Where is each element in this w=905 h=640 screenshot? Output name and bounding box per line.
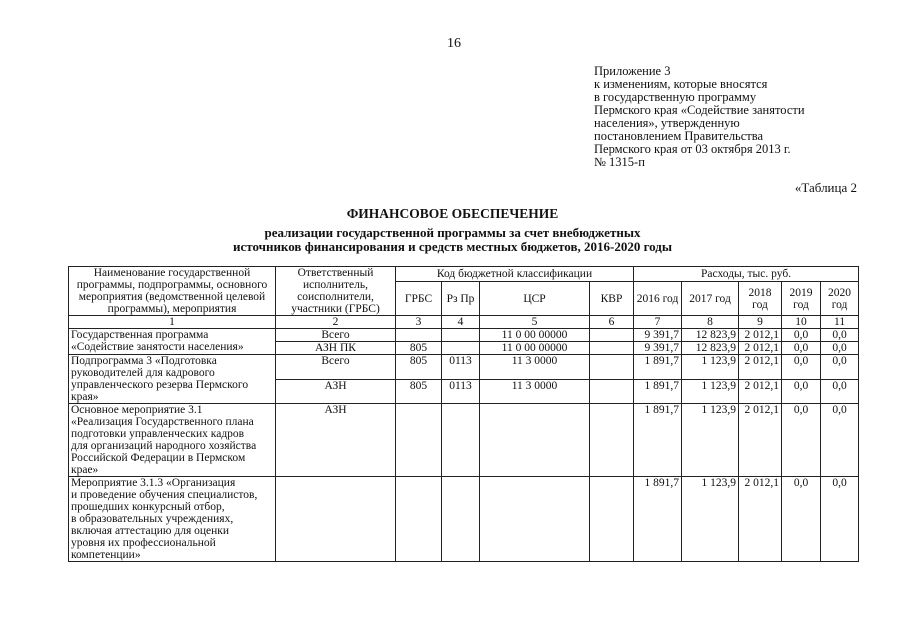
subtitle-line: источников финансирования и средств местных бюджетов, 2016-2020 годы <box>232 239 673 254</box>
kvr-cell <box>590 355 634 380</box>
program-name-line: и проведение обучения специалистов, <box>71 489 258 501</box>
appendix-line: Приложение 3 <box>594 64 671 78</box>
program-name-cell <box>69 404 276 477</box>
program-name-line: Российской Федерации в Пермском <box>71 452 246 464</box>
kvr-cell <box>590 379 634 404</box>
program-name-line: Государственная программа <box>71 329 209 341</box>
column-number: 1 <box>69 316 276 329</box>
csr-cell: 11 0 00 00000 <box>480 329 590 342</box>
value-2019-cell: 0,0 <box>782 329 821 342</box>
appendix-line: Пермского края «Содействие занятости <box>594 103 805 117</box>
grbs-cell: 805 <box>396 379 442 404</box>
executor-cell: Всего <box>276 329 396 342</box>
program-name-line: «Содействие занятости населения» <box>71 341 244 353</box>
header-expenses: Расходы, тыс. руб. <box>634 267 859 282</box>
value-2016-cell: 9 391,7 <box>634 329 682 342</box>
executor-cell: АЗН <box>276 404 396 477</box>
executor-cell: Всего <box>276 355 396 380</box>
value-2016-cell: 1 891,7 <box>634 404 682 477</box>
program-name-line: Основное мероприятие 3.1 <box>71 404 203 416</box>
kvr-cell <box>590 329 634 342</box>
header-2016: 2016 год <box>634 282 682 316</box>
document-subtitle <box>0 226 905 254</box>
value-2018-cell: 2 012,1 <box>739 329 782 342</box>
value-2017-cell: 12 823,9 <box>682 342 739 355</box>
subtitle-line: реализации государственной программы за счет внебюджетных <box>264 225 641 240</box>
financing-table <box>68 266 859 562</box>
program-name-line: включая аттестацию для оценки <box>71 525 230 537</box>
csr-cell: 11 3 0000 <box>480 379 590 404</box>
rzpr-cell <box>442 329 480 342</box>
table-row <box>69 329 859 342</box>
program-name-line: прошедших конкурсный отбор, <box>71 501 225 513</box>
kvr-cell <box>590 342 634 355</box>
value-2020-cell: 0,0 <box>821 355 859 380</box>
table-row <box>69 477 859 562</box>
csr-cell: 11 0 00 00000 <box>480 342 590 355</box>
header-executor: Ответственный исполнитель, соисполнители, участники (ГРБС) <box>276 267 396 316</box>
appendix-line: в государственную программу <box>594 90 757 104</box>
header-name: Наименование государственной программы, подпрограммы, основного мероприятия (ведомственной целевой программы), мероприятия <box>69 267 276 316</box>
value-2018-cell: 2 012,1 <box>739 477 782 562</box>
appendix-line: населения», утвержденную <box>594 116 740 130</box>
column-number: 8 <box>682 316 739 329</box>
value-2018-cell: 2 012,1 <box>739 342 782 355</box>
value-2019-cell: 0,0 <box>782 477 821 562</box>
grbs-cell <box>396 404 442 477</box>
value-2018-cell: 2 012,1 <box>739 404 782 477</box>
value-2017-cell: 12 823,9 <box>682 329 739 342</box>
page-number: 16 <box>447 36 461 51</box>
appendix-note <box>594 65 805 169</box>
table-row <box>69 404 859 477</box>
value-2017-cell: 1 123,9 <box>682 379 739 404</box>
program-name-line: Подпрограмма 3 «Подготовка <box>71 355 217 367</box>
kvr-cell <box>590 477 634 562</box>
column-number: 9 <box>739 316 782 329</box>
rzpr-cell <box>442 342 480 355</box>
header-csr: ЦСР <box>480 282 590 316</box>
value-2017-cell: 1 123,9 <box>682 355 739 380</box>
header-2020: 2020 год <box>821 282 859 316</box>
header-2019: 2019 год <box>782 282 821 316</box>
appendix-line: постановлением Правительства <box>594 129 764 143</box>
header-rzpr: Рз Пр <box>442 282 480 316</box>
program-name-cell <box>69 355 276 404</box>
document-title: ФИНАНСОВОЕ ОБЕСПЕЧЕНИЕ <box>346 206 559 221</box>
grbs-cell: 805 <box>396 342 442 355</box>
executor-cell: АЗН <box>276 379 396 404</box>
header-grbs: ГРБС <box>396 282 442 316</box>
column-number: 2 <box>276 316 396 329</box>
value-2019-cell: 0,0 <box>782 379 821 404</box>
value-2020-cell: 0,0 <box>821 379 859 404</box>
program-name-line: руководителей для кадрового <box>71 367 215 379</box>
value-2020-cell: 0,0 <box>821 404 859 477</box>
rzpr-cell: 0113 <box>442 355 480 380</box>
value-2016-cell: 1 891,7 <box>634 355 682 380</box>
program-name-line: компетенции» <box>71 549 141 561</box>
header-budget-code: Код бюджетной классификации <box>396 267 634 282</box>
program-name-line: в образовательных учреждениях, <box>71 513 234 525</box>
value-2019-cell: 0,0 <box>782 342 821 355</box>
value-2018-cell: 2 012,1 <box>739 355 782 380</box>
program-name-line: уровня их профессиональной <box>71 537 216 549</box>
value-2019-cell: 0,0 <box>782 404 821 477</box>
value-2016-cell: 1 891,7 <box>634 477 682 562</box>
column-number: 10 <box>782 316 821 329</box>
executor-cell <box>276 477 396 562</box>
value-2016-cell: 9 391,7 <box>634 342 682 355</box>
csr-cell: 11 3 0000 <box>480 355 590 380</box>
value-2020-cell: 0,0 <box>821 329 859 342</box>
program-name-line: края» <box>71 391 99 403</box>
program-name-line: для организаций народного хозяйства <box>71 440 257 452</box>
column-number: 5 <box>480 316 590 329</box>
rzpr-cell: 0113 <box>442 379 480 404</box>
program-name-line: подготовки управленческих кадров <box>71 428 245 440</box>
header-2018: 2018 год <box>739 282 782 316</box>
header-kvr: КВР <box>590 282 634 316</box>
program-name-line: управленческого резерва Пермского <box>71 379 249 391</box>
value-2016-cell: 1 891,7 <box>634 379 682 404</box>
column-number: 7 <box>634 316 682 329</box>
value-2017-cell: 1 123,9 <box>682 477 739 562</box>
appendix-line: Пермского края от 03 октября 2013 г. <box>594 142 791 156</box>
grbs-cell <box>396 329 442 342</box>
program-name-line: Мероприятие 3.1.3 «Организация <box>71 477 236 489</box>
value-2020-cell: 0,0 <box>821 477 859 562</box>
header-2017: 2017 год <box>682 282 739 316</box>
csr-cell <box>480 477 590 562</box>
executor-cell: АЗН ПК <box>276 342 396 355</box>
program-name-cell <box>69 477 276 562</box>
column-number: 6 <box>590 316 634 329</box>
table-row <box>69 355 859 380</box>
table-label: «Таблица 2 <box>794 180 857 195</box>
column-number: 11 <box>821 316 859 329</box>
table-body <box>69 267 859 562</box>
kvr-cell <box>590 404 634 477</box>
rzpr-cell <box>442 477 480 562</box>
value-2019-cell: 0,0 <box>782 355 821 380</box>
value-2017-cell: 1 123,9 <box>682 404 739 477</box>
program-name-cell <box>69 329 276 355</box>
program-name-line: крае» <box>71 464 99 476</box>
column-number: 4 <box>442 316 480 329</box>
value-2020-cell: 0,0 <box>821 342 859 355</box>
csr-cell <box>480 404 590 477</box>
column-number-row <box>69 316 859 329</box>
header-row <box>69 267 859 282</box>
appendix-line: к изменениям, которые вносятся <box>594 77 768 91</box>
program-name-line: «Реализация Государственного плана <box>71 416 254 428</box>
rzpr-cell <box>442 404 480 477</box>
appendix-line: № 1315-п <box>594 155 645 169</box>
value-2018-cell: 2 012,1 <box>739 379 782 404</box>
grbs-cell <box>396 477 442 562</box>
grbs-cell: 805 <box>396 355 442 380</box>
column-number: 3 <box>396 316 442 329</box>
